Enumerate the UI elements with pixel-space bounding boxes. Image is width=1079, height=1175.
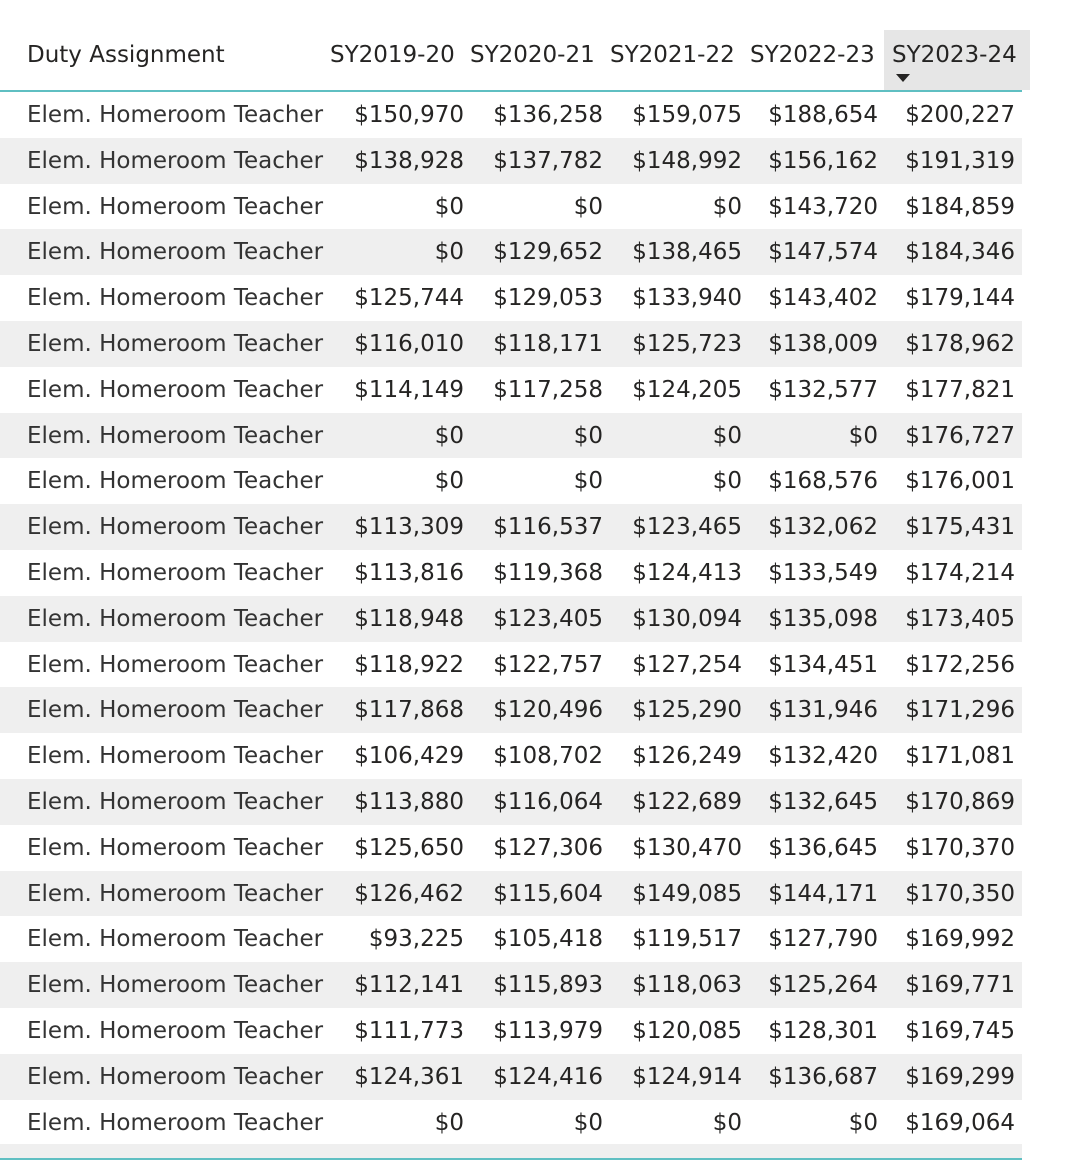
cell-sy2019-20: $106,429 [354, 743, 464, 770]
cell-sy2020-21: $115,604 [493, 880, 603, 907]
cell-sy2022-23: $143,402 [768, 285, 878, 312]
cell-sy2021-22: $0 [712, 422, 742, 449]
cell-sy2023-24: $200,227 [905, 102, 1015, 128]
cell-sy2019-20: $126,462 [354, 880, 464, 907]
cell-sy2022-23: $0 [848, 422, 878, 449]
cell-sy2019-20: $118,948 [354, 605, 464, 632]
column-header-sy2021-22[interactable]: SY2021-22 [610, 42, 735, 68]
cell-sy2022-23: $132,645 [768, 788, 878, 815]
sort-descending-icon[interactable] [896, 74, 910, 82]
cell-duty-assignment: Elem. Homeroom Teacher [27, 788, 324, 815]
cell-sy2020-21: $124,416 [493, 1063, 603, 1090]
cell-sy2022-23: $156,162 [768, 147, 878, 174]
cell-sy2019-20: $0 [434, 193, 464, 220]
table-row[interactable] [0, 825, 1022, 871]
table-row[interactable] [0, 138, 1022, 184]
cell-sy2019-20: $112,141 [354, 972, 464, 999]
column-header-sy2023-24-label: SY2023-24 [892, 42, 1017, 68]
cell-sy2022-23: $144,171 [768, 880, 878, 907]
cell-sy2020-21: $129,652 [493, 239, 603, 266]
cell-sy2020-21: $113,979 [493, 1017, 603, 1044]
table-row[interactable] [0, 550, 1022, 596]
cell-sy2019-20: $0 [434, 468, 464, 495]
cell-sy2023-24: $169,745 [905, 1017, 1015, 1044]
cell-sy2023-24: $171,081 [905, 743, 1015, 770]
table-row[interactable] [0, 962, 1022, 1008]
cell-sy2021-22: $133,940 [632, 285, 742, 312]
table-row[interactable] [0, 733, 1022, 779]
cell-sy2021-22: $118,063 [632, 972, 742, 999]
cell-sy2021-22: $122,689 [632, 788, 742, 815]
cell-sy2019-20: $117,868 [354, 697, 464, 724]
table-bottom-border [0, 1158, 1022, 1160]
cell-duty-assignment: Elem. Homeroom Teacher [27, 605, 324, 632]
cell-sy2022-23: $133,549 [768, 559, 878, 586]
table-row[interactable] [0, 1008, 1022, 1054]
cell-sy2021-22: $0 [712, 193, 742, 220]
column-header-sy2019-20[interactable]: SY2019-20 [330, 42, 455, 68]
table-row[interactable] [0, 321, 1022, 367]
cell-sy2023-24: $175,431 [905, 514, 1015, 541]
cell-sy2021-22: $125,290 [632, 697, 742, 724]
table-row[interactable] [0, 92, 1022, 138]
cell-duty-assignment: Elem. Homeroom Teacher [27, 926, 324, 953]
cell-duty-assignment: Elem. Homeroom Teacher [27, 743, 324, 770]
cell-duty-assignment: Elem. Homeroom Teacher [27, 514, 324, 541]
table-row[interactable] [0, 458, 1022, 504]
cell-sy2023-24: $176,727 [905, 422, 1015, 449]
cell-sy2021-22: $123,465 [632, 514, 742, 541]
cell-sy2021-22: $0 [712, 1109, 742, 1136]
table-row[interactable] [0, 229, 1022, 275]
cell-sy2023-24: $171,296 [905, 697, 1015, 724]
cell-duty-assignment: Elem. Homeroom Teacher [27, 880, 324, 907]
cell-duty-assignment: Elem. Homeroom Teacher [27, 330, 324, 357]
cell-sy2022-23: $134,451 [768, 651, 878, 678]
cell-duty-assignment: Elem. Homeroom Teacher [27, 285, 324, 312]
cell-sy2023-24: $170,370 [905, 834, 1015, 861]
cell-sy2019-20: $113,816 [354, 559, 464, 586]
column-header-sy2020-21[interactable]: SY2020-21 [470, 42, 595, 68]
cell-sy2022-23: $132,420 [768, 743, 878, 770]
cell-sy2022-23: $143,720 [768, 193, 878, 220]
cell-sy2020-21: $118,171 [493, 330, 603, 357]
column-header-sy2022-23[interactable]: SY2022-23 [750, 42, 875, 68]
cell-sy2019-20: $124,361 [354, 1063, 464, 1090]
cell-sy2020-21: $0 [573, 468, 603, 495]
cell-duty-assignment: Elem. Homeroom Teacher [27, 559, 324, 586]
cell-sy2023-24: $169,064 [905, 1109, 1015, 1136]
cell-sy2019-20: $113,309 [354, 514, 464, 541]
cell-sy2020-21: $137,782 [493, 147, 603, 174]
cell-sy2020-21: $123,405 [493, 605, 603, 632]
cell-sy2020-21: $116,537 [493, 514, 603, 541]
cell-sy2021-22: $148,992 [632, 147, 742, 174]
table-row[interactable] [0, 871, 1022, 917]
salary-table [0, 30, 1022, 1145]
cell-sy2022-23: $168,576 [768, 468, 878, 495]
cell-sy2021-22: $120,085 [632, 1017, 742, 1044]
table-row[interactable] [0, 779, 1022, 825]
table-row[interactable] [0, 1100, 1022, 1146]
cell-sy2023-24: $179,144 [905, 285, 1015, 312]
cell-sy2019-20: $125,650 [354, 834, 464, 861]
table-row[interactable] [0, 1054, 1022, 1100]
cell-sy2019-20: $114,149 [354, 376, 464, 403]
cell-sy2019-20: $138,928 [354, 147, 464, 174]
cell-sy2023-24: $176,001 [905, 468, 1015, 495]
cell-sy2020-21: $117,258 [493, 376, 603, 403]
cell-sy2021-22: $0 [712, 468, 742, 495]
table-row[interactable] [0, 367, 1022, 413]
cell-duty-assignment: Elem. Homeroom Teacher [27, 1063, 324, 1090]
cell-sy2020-21: $115,893 [493, 972, 603, 999]
cell-duty-assignment: Elem. Homeroom Teacher [27, 193, 324, 220]
cell-duty-assignment: Elem. Homeroom Teacher [27, 697, 324, 724]
cell-sy2022-23: $132,062 [768, 514, 878, 541]
cell-sy2020-21: $0 [573, 422, 603, 449]
cell-sy2023-24: $169,299 [905, 1063, 1015, 1090]
cell-sy2021-22: $126,249 [632, 743, 742, 770]
cell-sy2020-21: $0 [573, 1109, 603, 1136]
cell-sy2022-23: $128,301 [768, 1017, 878, 1044]
cell-duty-assignment: Elem. Homeroom Teacher [27, 1109, 324, 1136]
cell-sy2023-24: $173,405 [905, 605, 1015, 632]
cell-sy2021-22: $149,085 [632, 880, 742, 907]
cell-duty-assignment: Elem. Homeroom Teacher [27, 422, 324, 449]
partial-table-row [0, 1144, 1022, 1158]
cell-sy2022-23: $131,946 [768, 697, 878, 724]
cell-sy2022-23: $132,577 [768, 376, 878, 403]
cell-sy2023-24: $178,962 [905, 330, 1015, 357]
cell-duty-assignment: Elem. Homeroom Teacher [27, 376, 324, 403]
cell-sy2019-20: $111,773 [354, 1017, 464, 1044]
table-row[interactable] [0, 275, 1022, 321]
cell-sy2022-23: $125,264 [768, 972, 878, 999]
cell-sy2019-20: $118,922 [354, 651, 464, 678]
cell-sy2019-20: $116,010 [354, 330, 464, 357]
cell-sy2019-20: $0 [434, 422, 464, 449]
cell-sy2021-22: $124,205 [632, 376, 742, 403]
cell-sy2023-24: $170,869 [905, 788, 1015, 815]
cell-sy2020-21: $0 [573, 193, 603, 220]
cell-sy2020-21: $129,053 [493, 285, 603, 312]
cell-sy2019-20: $150,970 [354, 102, 464, 128]
cell-sy2022-23: $136,645 [768, 834, 878, 861]
cell-sy2021-22: $138,465 [632, 239, 742, 266]
cell-sy2021-22: $130,094 [632, 605, 742, 632]
cell-sy2020-21: $108,702 [493, 743, 603, 770]
cell-duty-assignment: Elem. Homeroom Teacher [27, 239, 324, 266]
cell-sy2023-24: $191,319 [905, 147, 1015, 174]
cell-sy2020-21: $119,368 [493, 559, 603, 586]
cell-sy2023-24: $172,256 [905, 651, 1015, 678]
cell-sy2023-24: $184,346 [905, 239, 1015, 266]
column-header-duty-assignment[interactable]: Duty Assignment [27, 42, 225, 68]
table-row[interactable] [0, 413, 1022, 459]
cell-sy2021-22: $124,413 [632, 559, 742, 586]
table-row[interactable] [0, 916, 1022, 962]
cell-duty-assignment: Elem. Homeroom Teacher [27, 1017, 324, 1044]
table-row[interactable] [0, 504, 1022, 550]
cell-sy2020-21: $116,064 [493, 788, 603, 815]
cell-duty-assignment: Elem. Homeroom Teacher [27, 834, 324, 861]
cell-duty-assignment: Elem. Homeroom Teacher [27, 147, 324, 174]
cell-sy2021-22: $119,517 [632, 926, 742, 953]
cell-sy2022-23: $138,009 [768, 330, 878, 357]
cell-sy2020-21: $122,757 [493, 651, 603, 678]
column-header-sy2023-24[interactable] [884, 30, 1030, 90]
table-header [0, 30, 1022, 92]
cell-duty-assignment: Elem. Homeroom Teacher [27, 102, 324, 128]
cell-sy2023-24: $184,859 [905, 193, 1015, 220]
table-row[interactable] [0, 642, 1022, 688]
cell-sy2019-20: $0 [434, 239, 464, 266]
cell-sy2021-22: $125,723 [632, 330, 742, 357]
cell-sy2022-23: $147,574 [768, 239, 878, 266]
cell-sy2022-23: $188,654 [768, 102, 878, 128]
table-row[interactable] [0, 687, 1022, 733]
cell-sy2019-20: $113,880 [354, 788, 464, 815]
cell-sy2021-22: $159,075 [632, 102, 742, 128]
cell-sy2021-22: $124,914 [632, 1063, 742, 1090]
cell-sy2021-22: $130,470 [632, 834, 742, 861]
cell-sy2020-21: $120,496 [493, 697, 603, 724]
cell-duty-assignment: Elem. Homeroom Teacher [27, 651, 324, 678]
cell-sy2023-24: $174,214 [905, 559, 1015, 586]
cell-sy2019-20: $0 [434, 1109, 464, 1136]
cell-sy2023-24: $169,992 [905, 926, 1015, 953]
cell-sy2022-23: $127,790 [768, 926, 878, 953]
cell-sy2020-21: $136,258 [493, 102, 603, 128]
cell-sy2020-21: $105,418 [493, 926, 603, 953]
table-row[interactable] [0, 596, 1022, 642]
cell-sy2019-20: $93,225 [368, 926, 464, 953]
cell-sy2022-23: $136,687 [768, 1063, 878, 1090]
table-body [0, 92, 1022, 1145]
cell-duty-assignment: Elem. Homeroom Teacher [27, 972, 324, 999]
cell-sy2022-23: $135,098 [768, 605, 878, 632]
cell-sy2023-24: $177,821 [905, 376, 1015, 403]
table-row[interactable] [0, 184, 1022, 230]
cell-sy2023-24: $170,350 [905, 880, 1015, 907]
cell-sy2019-20: $125,744 [354, 285, 464, 312]
cell-sy2020-21: $127,306 [493, 834, 603, 861]
cell-duty-assignment: Elem. Homeroom Teacher [27, 468, 324, 495]
cell-sy2022-23: $0 [848, 1109, 878, 1136]
cell-sy2021-22: $127,254 [632, 651, 742, 678]
cell-sy2023-24: $169,771 [905, 972, 1015, 999]
